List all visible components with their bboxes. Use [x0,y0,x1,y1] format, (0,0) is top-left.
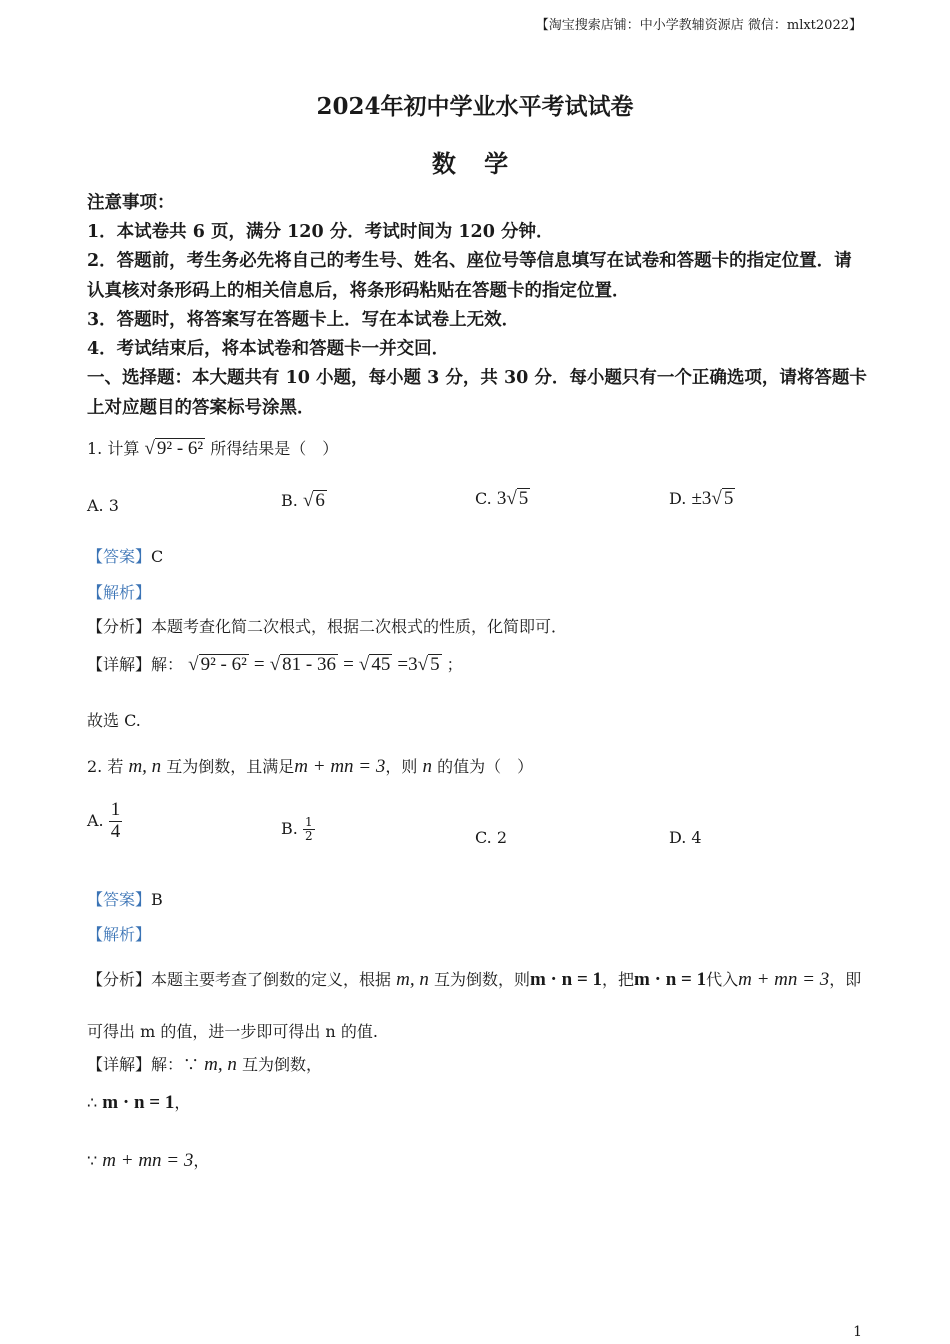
q1-suffix: 所得结果是（ ） [210,439,339,458]
q1-option-d: D. ±3√ 5 [669,488,734,509]
q2-fenxi-cont: 可得出 m 的值，进一步即可得出 n 的值. [87,1022,378,1041]
q2-option-a: A. $\frac{1}{4}$ [87,799,121,842]
q1-conclusion: 故选 C. [87,711,141,730]
q2-option-c: C. 2 [475,828,508,847]
q2-fenxi: 【分析】本题主要考查了倒数的定义，根据 m, n 互为倒数，则m · n = 1，把m · n = 1代入m + mn = 3，即 [87,969,862,990]
fraction: $\frac{1}{4}$ [110,799,121,842]
q1-analysis-tag: 【解析】 [87,583,152,602]
q1-fenxi: 【分析】本题考查化简二次根式，根据二次根式的性质，化简即可． [87,617,568,636]
exam-title: 2024年初中学业水平考试试卷 [316,93,634,120]
q2-answer: 【答案】B [87,890,163,909]
section-heading: 一、选择题：本大题共有 10 小题，每小题 3 分，共 30 分．每小题只有一个正确选项，请将答题卡上对应题目的答案标号涂黑． [87,368,867,418]
page-number: 1 [853,1324,862,1340]
q1-detail: 【详解】解： √ 9² - 6² = √ 81 - 36 = √ 45 =3√ 5 ； [87,654,463,675]
q2-detail: 【详解】解：∵ m, n 互为倒数， [87,1054,322,1075]
q2-option-d: D. 4 [669,828,702,847]
q2-step-1: ∴ m · n = 1， [87,1092,191,1113]
q1-option-b: B. √ 6 [281,490,325,511]
q2-analysis-tag: 【解析】 [87,925,152,944]
q1-option-c: C. 3√ 5 [475,488,529,509]
question-2: 2. 若 m, n 互为倒数，且满足m + mn = 3，则 n 的值为（ ） [87,756,534,777]
q1-expression: 9² - 6² [156,438,204,459]
question-1 [87,436,338,460]
fraction: $\frac{1}{2}$ [304,815,313,844]
subject-title: 数 学 [431,149,519,178]
notice-item: 4．考试结束后，将本试卷和答题卡一并交回． [87,339,450,359]
q2-option-b: B. $\frac{1}{2}$ [281,815,313,844]
q1-answer: 【答案】C [87,547,164,566]
q2-step-2: ∵ m + mn = 3， [87,1150,210,1171]
header-note: 【淘宝搜索店铺：中小学教辅资源店 微信：mlxt2022】 [535,18,862,33]
sqrt-symbol: √ [144,438,155,459]
notice-item: 1．本试卷共 6 页，满分 120 分．考试时间为 120 分钟． [87,222,554,242]
q1-option-a: A. 3 [87,496,119,515]
q1-prefix: 1. 计算 [87,439,140,458]
notice-heading: 注意事项： [87,193,175,213]
notice-item: 3．答题时，将答案写在答题卡上．写在本试卷上无效． [87,310,520,330]
notice-item: 2．答题前，考生务必先将自己的考生号、姓名、座位号等信息填写在试卷和答题卡的指定位置．请认真核对条形码上的相关信息后，将条形码粘贴在答题卡的指定位置． [87,251,852,301]
